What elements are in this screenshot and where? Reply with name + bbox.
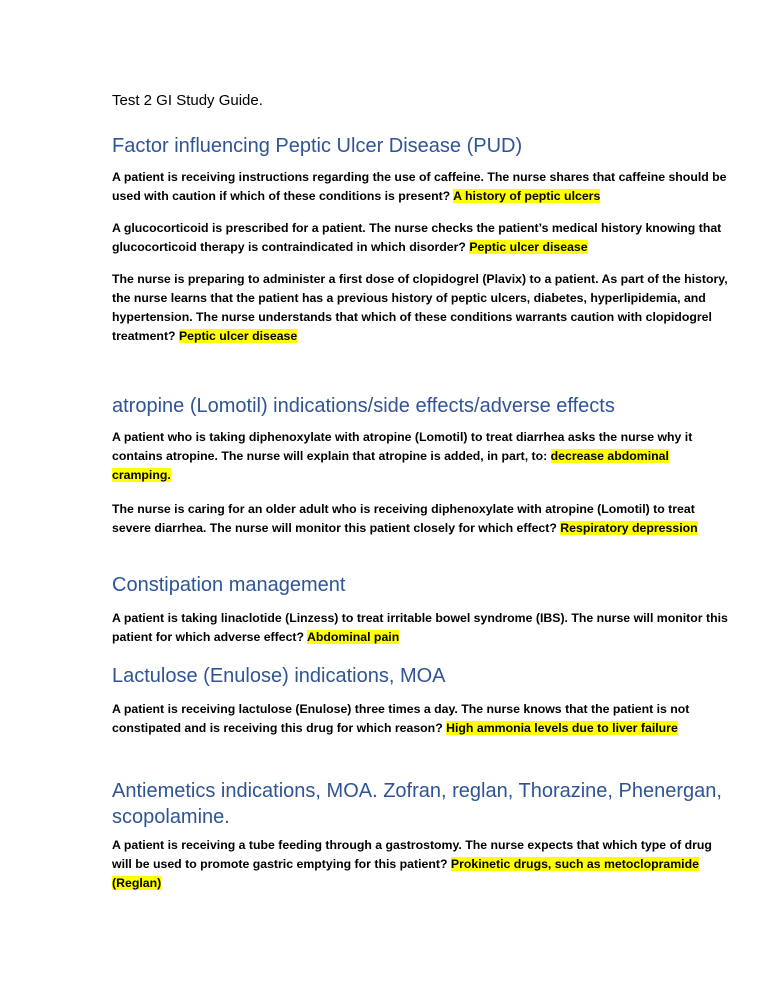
section-heading-lactulose: Lactulose (Enulose) indications, MOA <box>112 665 446 687</box>
highlighted-answer: decrease abdominal cramping. <box>112 449 669 482</box>
question-item <box>112 270 730 346</box>
question-item <box>112 700 730 738</box>
question-item <box>112 219 730 257</box>
highlighted-answer: High ammonia levels due to liver failure <box>446 721 678 735</box>
question-text: A patient is taking linaclotide (Linzess) to treat irritable bowel syndrome (IBS). The nurse will monitor this patient for which adverse effect? <box>112 611 728 644</box>
question-text: A patient who is taking diphenoxylate with atropine (Lomotil) to treat diarrhea asks the nurse why it contains atropine. The nurse will explain that atropine is added, in part, to: <box>112 430 693 463</box>
question-item <box>112 428 730 485</box>
question-item <box>112 609 730 647</box>
question-text: The nurse is caring for an older adult who is receiving diphenoxylate with atropine (Lomotil) to treat severe diarrhea. The nurse will monitor this patient closely for which effect? <box>112 502 695 535</box>
document-title: Test 2 GI Study Guide. <box>112 92 263 109</box>
question-item <box>112 500 730 538</box>
section-heading-pud: Factor influencing Peptic Ulcer Disease (PUD) <box>112 135 523 157</box>
highlighted-answer: Respiratory depression <box>560 521 698 535</box>
question-item <box>112 168 730 206</box>
question-item <box>112 836 730 893</box>
highlighted-answer: Prokinetic drugs, such as metoclopramide (Reglan) <box>112 857 699 890</box>
question-text: A patient is receiving a tube feeding through a gastrostomy. The nurse expects that which type of drug will be used to promote gastric emptying for this patient? <box>112 838 712 871</box>
section-heading-constipation: Constipation management <box>112 574 346 596</box>
section-heading-antiemetics: Antiemetics indications, MOA. Zofran, reglan, Thorazine, Phenergan, scopolamine. <box>112 780 722 828</box>
question-text: A patient is receiving instructions regarding the use of caffeine. The nurse shares that caffeine should be used with caution if which of these conditions is present? <box>112 170 727 203</box>
highlighted-answer: A history of peptic ulcers <box>453 189 601 203</box>
highlighted-answer: Peptic ulcer disease <box>469 240 588 254</box>
highlighted-answer: Peptic ulcer disease <box>178 329 298 343</box>
question-text: The nurse is preparing to administer a first dose of clopidogrel (Plavix) to a patient. As part of the history, the nurse learns that the patient has a previous history of peptic ulcers, diabetes, hyperlipidemia, and hypertension. The nurse understands that which of these conditions warrants caution with clopidogrel treatment? <box>112 272 728 343</box>
highlighted-answer: Abdominal pain <box>306 630 400 644</box>
question-text: A glucocorticoid is prescribed for a patient. The nurse checks the patient’s medical history knowing that glucocorticoid therapy is contraindicated in which disorder? <box>112 221 722 254</box>
question-text: A patient is receiving lactulose (Enulose) three times a day. The nurse knows that the patient is not constipated and is receiving this drug for which reason? <box>112 702 690 735</box>
section-heading-lomotil: atropine (Lomotil) indications/side effects/adverse effects <box>112 395 615 417</box>
